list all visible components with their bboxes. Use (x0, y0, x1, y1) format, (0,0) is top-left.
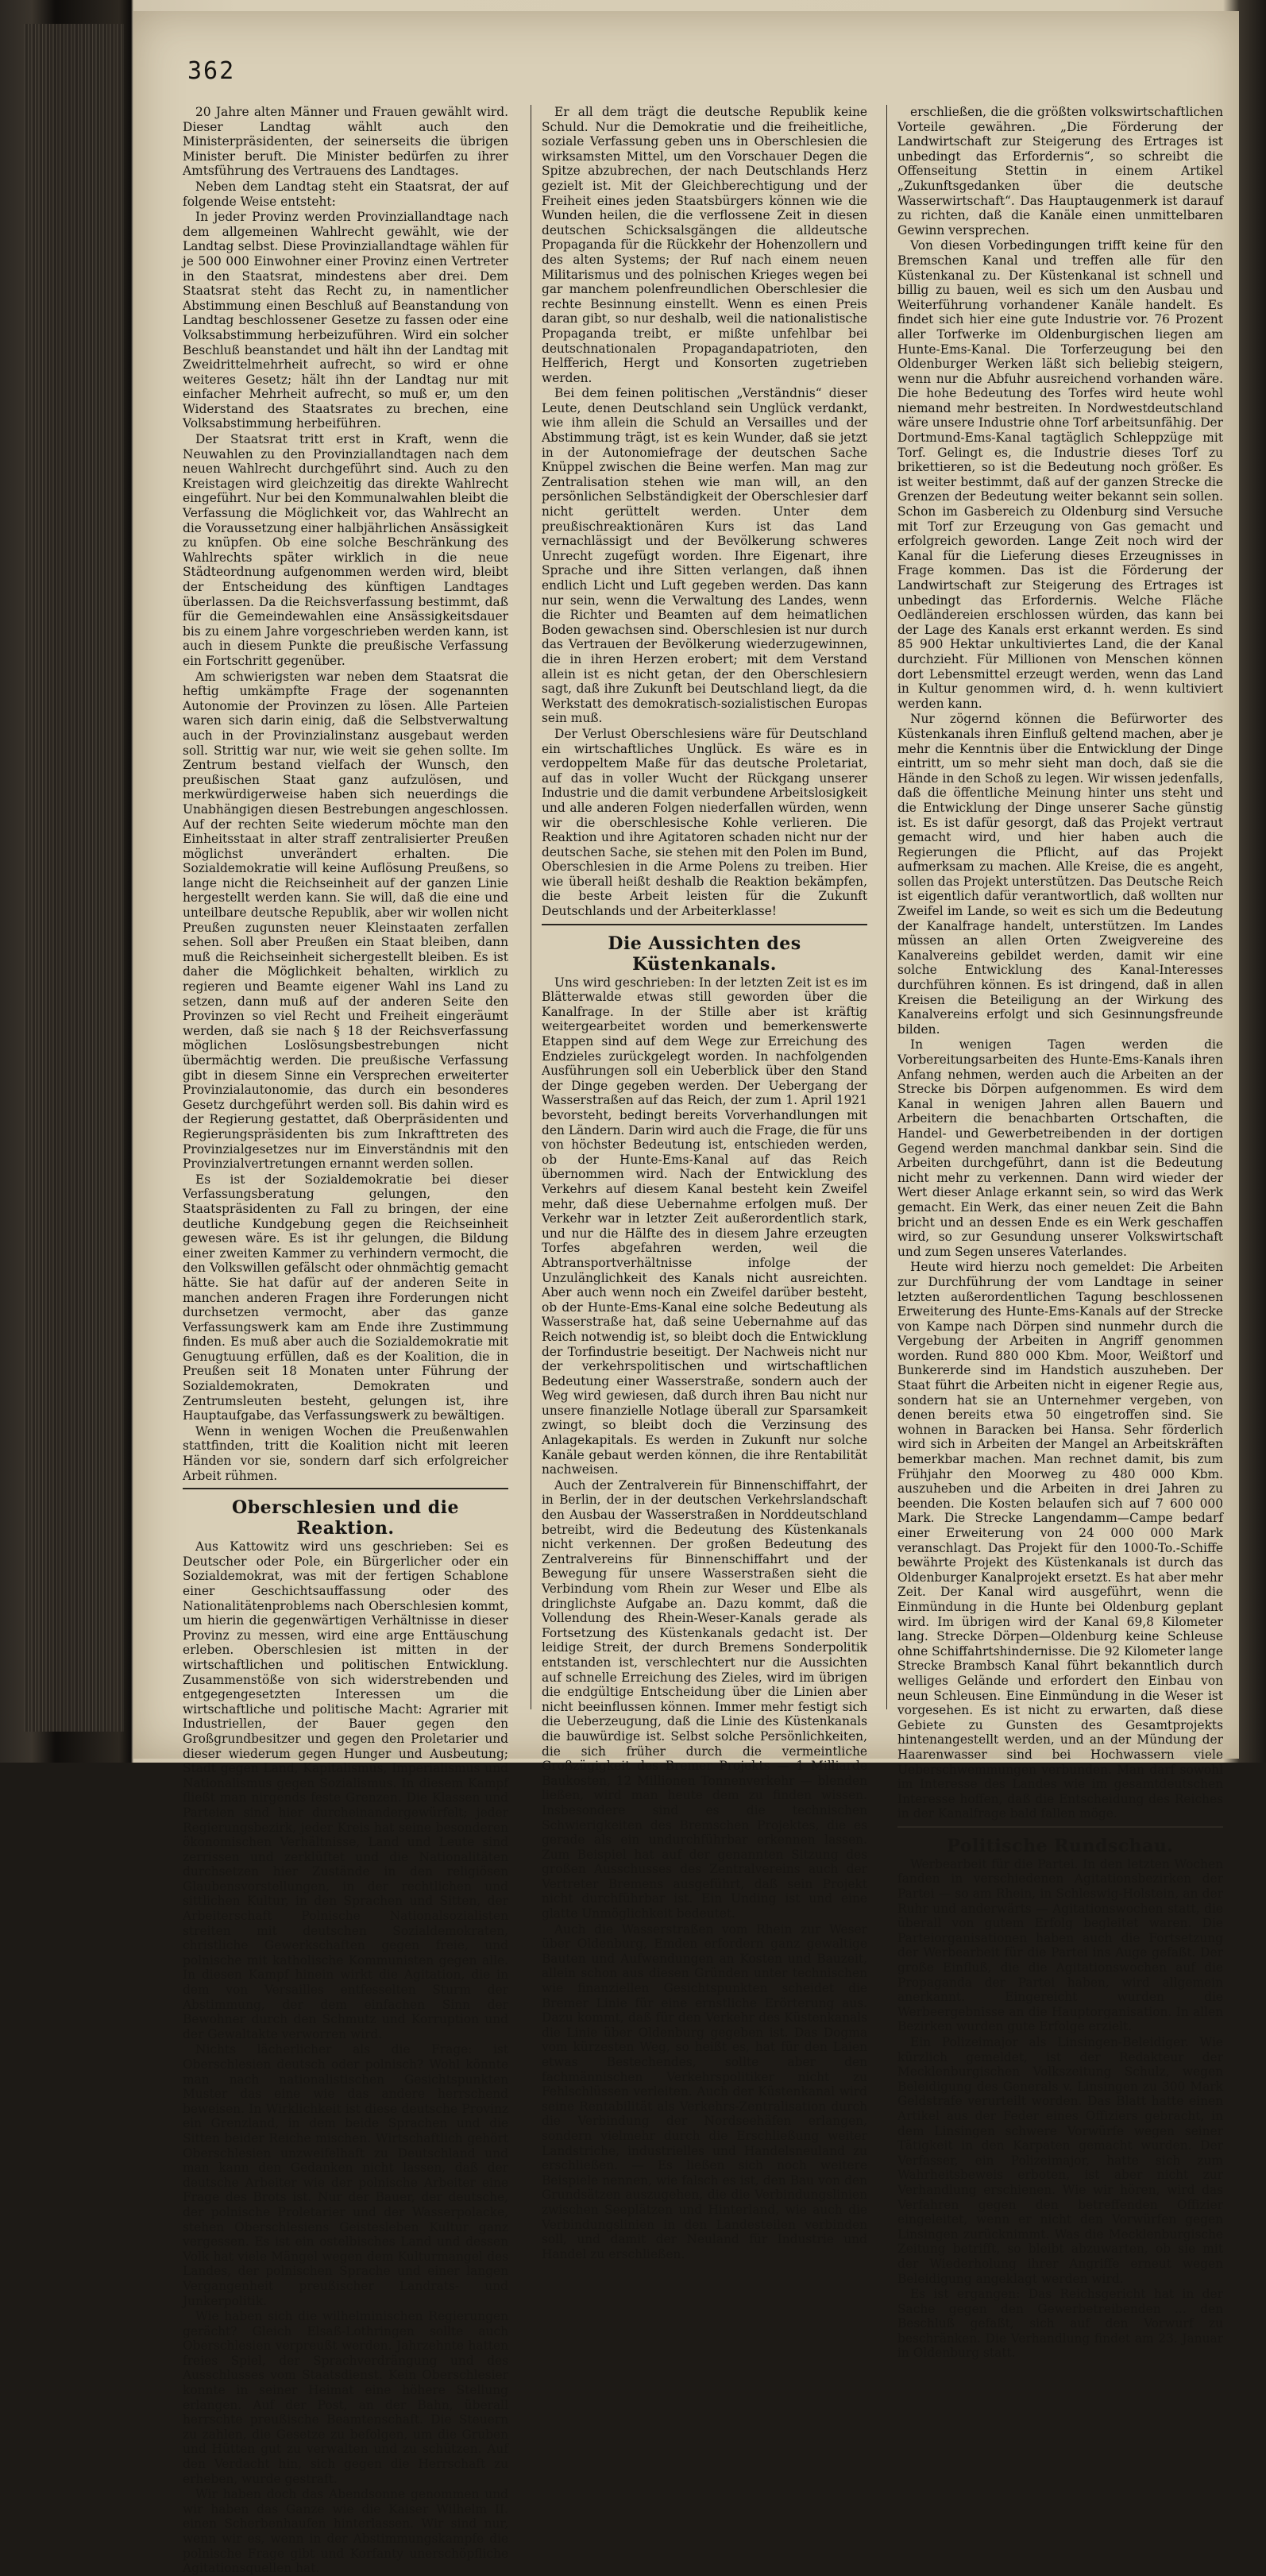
paragraph: Er all dem trägt die deutsche Republik keine Schuld. Nur die Demokratie und die freiheitliche, soziale Verfassung geben uns in Oberschlesien die wirksamsten Mittel, um den Vorschauer Degen die Spitze abzubrechen, der nach Deutschlands Herz gezielt ist. Mit der Gleichberechtigung und der Freiheit eines jeden Staatsbürgers können wie die Wunden heilen, die die verflossene Zeit in diesen deutschen Schicksalsgängen die alldeutsche Propaganda für die Rückkehr der Hohenzollern und des alten Systems; der Ruf nach einem neuen Militarismus und des polnischen Krieges wegen bei gar manchem polenfreundlichen Oberschlesier die rechte Besinnung einstellt. Wenn es einen Preis daran gibt, so nur deshalb, weil die nationalistische Propaganda treibt, er mißte unfehlbar bei deutschnationalen Propagandapatrioten, den Helfferich, Hergt und Konsorten zugetrieben werden. (542, 105, 867, 385)
paragraph: erschließen, die die größten volkswirtschaftlichen Vorteile gewähren. „Die Förderung der Landwirtschaft zur Steigerung des Ertrages ist unbedingt das Erfordernis“, so schreibt die Offenseitung Stettin in einem Artikel „Zukunftsgedanken über die deutsche Wasserwirtschaft“. Das Hauptaugenmerk ist darauf zu richten, daß die Kanäle einen unmittelbaren Gewinn versprechen. (897, 105, 1223, 238)
column-2 (542, 105, 867, 2261)
paragraph: Auch der Zentralverein für Binnenschiffahrt, der in Berlin, der in der deutschen Verkehrslandschaft den Ausbau der Wasserstraßen in Norddeutschland betreibt, wird die Bedeutung des Küstenkanals nicht verkennen. Der großen Bedeutung des Zentralvereins für Binnenschiffahrt und der Bewegung für unsere Wasserstraßen sieht die Verbindung vom Rhein zur Weser und Elbe als dringlichste Aufgabe an. Dazu kommt, daß die Vollendung des Rhein-Weser-Kanals gerade als Fortsetzung des Küstenkanals gedacht ist. Der leidige Streit, der durch Bremens Sonderpolitik entstanden ist, verschlechtert nur die Aussichten auf schnelle Erreichung des Zieles, wird im übrigen die endgültige Entscheidung über die Linien aber nicht beeinflussen können. Immer mehr festigt sich die Ueberzeugung, daß die Linie des Küstenkanals die bauwürdige ist. Selbst solche Persönlichkeiten, die sich früher durch die vermeintliche Großzügigkeit des Bremer Projekts — 1 Milliarde Baukosten, 12 Millionen Tonnenverkehr — blenden ließen, wird man heute dem zu finden wissen. Insbesondere sind es die technischen Schwierigkeiten des Bremschen Projektes, die es gerade als ein undurchführbar erkennen lassen. Zum Beispiel hat auf der genannten Sitzung des großen Ausschusses des Zentralvereins auch der Vertreter Bremens ausgeführt, daß sein Projekt nicht durchführbar ist. Ein Unding ist und eine glatte Unmöglichkeit bedeutet. (542, 1477, 867, 1921)
section-rule (183, 1488, 508, 1489)
section-rule (542, 924, 867, 925)
paragraph: Nur zögernd können die Befürworter des Küstenkanals ihren Einfluß geltend machen, aber je mehr die Kenntnis über die Entwicklung der Dinge eintritt, um so mehr sieht man doch, daß sie die Hände in den Schoß zu legen. Wir wissen jedenfalls, daß die öffentliche Meinung hinter uns steht und die Entwicklung der Dinge unserer Sache günstig ist. Es ist dafür gesorgt, daß das Projekt vertraut gemacht wird, und hier haben auch die Regierungen die Pflicht, auf das Projekt aufmerksam zu machen. Alle Kreise, die es angeht, sollen das Projekt unterstützen. Das Deutsche Reich ist eigentlich dafür verantwortlich, daß wollten nur Zweifel im Lande, so weit es sich um die Bedeutung der Kanalfrage handelt, unterstützen. Im Landes müssen an allen Orten Zweigvereine des Kanalvereins gebildet werden, damit wir eine solche Entwicklung des Kanal-Interesses durchführen können. Es ist dringend, daß in allen Kreisen die Beteiligung an der Wirkung des Kanalvereins erfolgt und sich Gesinnungsfreunde bilden. (897, 712, 1224, 1037)
paragraph: Neben dem Landtag steht ein Staatsrat, der auf folgende Weise entsteht: (183, 179, 508, 209)
paragraph: Ein Polizeimajor als Linsingen-Beleidiger. Wie kürzlich gemeldet, ist der Redakteur der Mecklenburgischen Volkszeitung Schulz, wegen Beleidigung des Generals v. Linsingen zu 300 Mark Geldstrafe verurteilt worden. Das Blatt hatte einen Artikel aus der Feder eines Offiziers gebracht, in dem Linsingen schwere Vorwürfe wegen seiner Tätigkeit in den Karpaten gemacht wurden. Der Verfasser, ein Polizeimajor, hatte sich zum Wahrheitsbeweis erboten, ist aber nicht zur Verhandlung erschienen. Wie wir hören, wird das Verfahren gegen den betreffenden Offizier eingeleitet, wenn er nicht den Vorwürfen gegen Linsingen zurücknimmt. Was die Mecklenburgische Zeitung betrifft, so bleibt abzuwarten, ob sie mit der Wiederholung ihrer Angriffe erneut wegen Beleidigung angeklagt werden wird. (897, 2035, 1223, 2286)
paragraph: Nichts lächerlicher als die Frage: ist Oberschlesien deutsch oder polnisch? Wohl könnte man nach nationalistischen Gesichtspunkten Muster das eine wie das andere herrschend beweisen. In Wirklichkeit ist diese deutsche Provinz ein Grenzland, in dem beide Sprachen und die Sitten beider Reiche mischen. Wirtschaftlich gehört Oberschlesien unzweifelhaft zu Deutschland und man kann den Gedanken nicht lassen, daß der deutsche Arbeiter wie der polnische Arbeiter eine Frage des Brots ist. Nur der Bauer, der deutsche, der polnische Proletarier und der Wasserpolacke, stehen Oberschlesiens Geistesleben Kultur ganz vergessen. Es ist ein ostelbisches Land und dessen Volk hat viele Mängel wegen dem Kulturmangel des Landes, der polnischen Sprache und einer langen Vergangenheit preußischer Landrats- und Junkerpolitik. (183, 2042, 508, 2308)
paragraph: Es ist ergangen: Das Reichsgericht hat in der Sache gegen den Gewerbetreibenden ... den Beschluß gefaßt, sich auf den Vorwurf zu beschränken. Die Verhandlung findet am 23. Januar in Oldenburg statt. (897, 2287, 1223, 2361)
paragraph: Werbearbeit für die Partei. In den letzten Wochen fanden in verschiedenen Agitationsbezirken der Partei — so am Rhein, in Schleswig-Holstein, an der Ruhr und anderwärts — Agitationswochen statt, die überall von gutem Erfolg begleitet waren. Die Parteiorganisationen haben auch die Fortsetzung der Werbearbeit für die Partei ins Auge gefaßt. Der große Einfluß, die die Agitationswochen auf die Propaganda der Partei haben, wird allgemein anerkannt. Eingereicht wurden die Werbeergebnisse an die Hauptorganisation. In allen Bezirken wurden gute Erfolge erzielt. (897, 1856, 1223, 2034)
article-headline: Oberschlesien und die Reaktion. (232, 1497, 459, 1539)
paragraph: Am schwierigsten war neben dem Staatsrat die heftig umkämpfte Frage der sogenannten Autonomie der Provinzen zu lösen. Alle Parteien waren sich darin einig, daß die Selbstverwaltung auch in der Provinzialinstanz ausgebaut werden soll. Strittig war nur, wie weit sie gehen sollte. Im Zentrum bestand vielfach der Wunsch, den preußischen Staat ganz aufzulösen, und merkwürdigerweise haben sich neuerdings die Unabhängigen diesen Bestrebungen angeschlossen. Auf der rechten Seite wiederum möchte man den Einheitsstaat in alter straff zentralisierter Preußen möglichst unverändert erhalten. Die Sozialdemokratie will keine Auflösung Preußens, so lange nicht die Reichseinheit auf der ganzen Linie hergestellt werden kann. Sie will, daß die eine und unteilbare deutsche Republik, aber wir wollen nicht Preußen zugunsten neuer Kleinstaaten zerfallen sehen. Soll aber Preußen ein Staat bleiben, dann muß die Reichseinheit sichergestellt bleiben. Es ist daher die Möglichkeit behalten, wirklich zu regieren und Beamte eigener Wahl ins Land zu setzen, dann muß auf der anderen Seite den Provinzen so viel Recht und Freiheit eingeräumt werden, daß sie nach § 18 der Reichsverfassung möglichen Loslösungsbestrebungen nicht übermächtig werden. Die preußische Verfassung gibt in diesem Sinne ein Versprechen erweiterter Provinzialautonomie, das durch ein besonderes Gesetz durchgeführt werden soll. Bis dahin wird es der Regierung gestattet, daß Oberpräsidenten und Regierungspräsidenten bis zum Inkrafttreten des Provinzialgesetzes nur im Einverständnis mit den Provinzialvertretungen ernannt werden sollen. (183, 669, 508, 1172)
paragraph: Bei dem feinen politischen „Verständnis“ dieser Leute, denen Deutschland sein Unglück verdankt, wie ihm allein die Schuld an Versailles und der Abstimmung trägt, ist es kein Wunder, daß sie jetzt in der Autonomiefrage der deutschen Sache Knüppel zwischen die Beine werfen. Man mag zur Zentralisation stehen wie man will, an den persönlichen Selbständigkeit der Oberschlesier darf nicht gerüttelt werden. Unter dem preußischreaktionären Kurs ist das Land vernachlässigt und der Bevölkerung schweres Unrecht zugefügt worden. Ihre Eigenart, ihre Sprache und ihre Sitten verlangen, daß ihnen endlich Licht und Luft gegeben werden. Das kann nur sein, wenn die Verwaltung des Landes, wenn die Richter und Beamten auf dem heimatlichen Boden gewachsen sind. Oberschlesien ist nur durch das Vertrauen der Bevölkerung wiederzugewinnen, die in ihren Herzen erobert; mit dem Verstand allein ist es nicht getan, der den Oberschlesiern sagt, daß ihre Zukunft bei Deutschland liegt, da die Werkstatt des demokratisch-sozialistischen Europas sein muß. (542, 386, 867, 726)
article-headline: Die Aussichten des Küstenkanals. (608, 933, 801, 975)
paragraph: Auch die Wasserstraßen vom Rhein zur Weser über Oldenburg, Emden erfordern ganz gewaltige Bauten und Aufwendungen an Kosten und Bauzeit, allein schon aus diesen Gründen unter technischen wie finanziellen Gesichtspunkten scheidet die Bremer Linie für eine ernstliche Erörterung aus. Dazu kommt, daß für den Verkehr des Küstenkanals die Linie über Oldenburg gegeben ist. Das Dogma vom kürzesten Weg, so heißt es, hat für den Laien etwas Bestechendes, sollte aber den fachmännischen Verkehrspolitiker nicht zu Fehlschlüssen verleiten. Auch der Küstenkanal wird seine Rentabilität als Verkehrs-Zentralisation durch die Verbindung der Nordseehäfen erlangen, sondern vielmehr durch die Erschließung weiter Landstriche, industrielles und Handelsneuland zu erschließen. — Es ließen sich noch weitere Beispiele nennen, wie falsch es ist, den Bau von den Grundsätzen auszugehen, die die Verbindungslinien zwischen Seeplätzen und Hinterland, wie auch die Verbindungslinien in den Landesteilen verbinden soll, und damit der Neuland für Industrie und Handel zu erschließen. (542, 1921, 867, 2261)
column-divider (886, 105, 887, 1709)
section-rule (897, 1826, 1223, 1828)
paragraph: In jeder Provinz werden Provinziallandtage nach dem allgemeinen Wahlrecht gewählt, wie der Landtag selbst. Diese Provinziallandtage wählen für je 500 000 Einwohner einer Provinz einen Vertreter in den Staatsrat, mindestens aber drei. Dem Staatsrat steht das Recht zu, in namentlicher Abstimmung einen Beschluß auf Beanstandung von Landtag beschlossener Gesetze zu fassen oder eine Volksabstimmung herbeizuführen. Wird ein solcher Beschluß beanstandet und hält ihn der Landtag mit Zweidrittelmehrheit aufrecht, so wird er ohne weiteres Gesetz; hält ihn der Landtag nur mit einfacher Mehrheit aufrecht, so muß er, um den Widerstand des Staatsrates zu brechen, eine Volksabstimmung herbeiführen. (183, 210, 508, 431)
newspaper-page (133, 11, 1239, 2576)
column-1 (183, 105, 508, 2576)
paragraph: Der Verlust Oberschlesiens wäre für Deutschland ein wirtschaftliches Unglück. Es wäre es in verdoppeltem Maße für das deutsche Proletariat, auf das in voller Wucht der Rückgang unserer Industrie und die damit verbundene Arbeitslosigkeit und alle anderen Folgen niederfallen würden, wenn wir die oberschlesische Kohle verlieren. Die Reaktion und ihre Agitatoren schaden nicht nur der deutschen Sache, sie stehen mit den Polen im Bund, Oberschlesien in die Arme Polens zu treiben. Hier wie überall heißt deshalb die Reaktion bekämpfen, die beste Arbeit leisten für die Zukunft Deutschlands und der Arbeiterklasse! (542, 726, 867, 919)
paragraph: Wie haben sich die wilhelminischen Regierungen gerächt? Gleich Elsaß-Lothringen sollte auch Oberschlesien verpreußt werden. Jahrzehnte hatten freies Spiel, der Sprachverdrängung und des Ausschlusses vom Staatsdienst. Kein Oberschlesier konnte in seiner Heimat eine höhere Stellung erlangen. Auf der Post, an der Bahn, überall herrschte preußische Beamtenschaft. Die Steuern zu zahlen, die Gesetze zu befolgen, um die Gruben und Hütten gut zu verwalten und zu schützen. Auf den Verdacht hin, sich gegen die Herrschaft zu erheben, wurde gestraft. (183, 2309, 508, 2486)
paragraph: Heute wird hierzu noch gemeldet: Die Arbeiten zur Durchführung der vom Landtage in seiner letzten außerordentlichen Tagung beschlossenen Erweiterung des Hunte-Ems-Kanals auf der Strecke von Kampe nach Dörpen sind nunmehr durch die Vergebung der Arbeiten in Angriff genommen worden. Rund 880 000 Kbm. Moor, Weißtorf und Bunkererde sind im Handstich auszuheben. Der Staat führt die Arbeiten nicht in eigener Regie aus, sondern hat sie an Unternehmer vergeben, von denen bereits etwa 50 eingetroffen sind. Sie wohnen in Baracken bei Hansa. Sehr förderlich wird sich in Arbeiten der Mangel an Arbeitskräften bemerkbar machen. Man rechnet damit, bis zum Frühjahr den Moorweg zu 480 000 Kbm. auszuheben und die Arbeiten in drei Jahren zu beenden. Die Kosten belaufen sich auf 7 600 000 Mark. Die Strecke Langendamm—Campe bedarf einer Erweiterung von 24 000 000 Mark veranschlagt. Das Projekt für den 1000-To.-Schiffe bewährte Projekt des Küstenkanals ist durch das Oldenburger Kanalprojekt ersetzt. Es hat aber mehr Zeit. Der Kanal wird ausgeführt, wenn die Einmündung in die Hunte bei Oldenburg geplant wird. Im übrigen wird der Kanal 69,8 Kilometer lang. Strecke Dörpen—Oldenburg keine Schleuse ohne Schiffahrtshindernisse. Die 92 Kilometer lange Strecke Brambsch Kanal führt bekanntlich durch welliges Gelände und erfordert den Einbau von neun Schleusen. Eine Einmündung in die Weser ist vorgesehen. Es ist nicht zu erwarten, daß diese Gebiete zu Gunsten des Gesamtprojekts hintenangestellt werden, und an der Mündung der Haarenwasser sind bei Hochwassern viele Ueberschwemmungen verbunden. Man darf sowohl im Interesse des Landes wie im gesamtdeutschen Interesse hoffen, daß die Entscheidung des Reiches in der Kanalfrage bald fallen möge. (897, 1260, 1223, 1821)
article-headline: Politische Rundschau. (947, 1835, 1174, 1856)
paragraph: Uns wird geschrieben: In der letzten Zeit ist es im Blätterwalde etwas still geworden über die Kanalfrage. In der Stille aber ist kräftig weitergearbeitet worden und bemerkenswerte Etappen sind auf dem Wege zur Erreichung des Endzieles zurückgelegt worden. In nachfolgenden Ausführungen soll ein Ueberblick über den Stand der Dinge gegeben werden. Der Uebergang der Wasserstraßen auf das Reich, der zum 1. April 1921 bevorsteht, bedingt bereits Vorverhandlungen mit den Ländern. Darin wird auch die Frage, die für uns von höchster Bedeutung ist, entschieden werden, ob der Hunte-Ems-Kanal auf das Reich übernommen wird. Nach der Entwicklung des Verkehrs auf diesem Kanal besteht kein Zweifel mehr, daß diese Uebernahme erfolgen muß. Der Verkehr war in letzter Zeit außerordentlich stark, und nur die Hälfte des in diesem Jahre erzeugten Torfes abgefahren werden, weil die Abtransportverhältnisse infolge der Unzulänglichkeit des Kanals nicht ausreichten. Aber auch wenn noch ein Zweifel darüber besteht, ob der Hunte-Ems-Kanal eine solche Bedeutung als Wasserstraße hat, daß seine Uebernahme auf das Reich notwendig ist, so bleibt doch die Entwicklung der Torfindustrie beseitigt. Der Nachweis nicht nur der verkehrspolitischen und wirtschaftlichen Bedeutung einer Wasserstraße, sondern auch der Weg wird gewiesen, daß durch ihren Bau nicht nur unsere finanzielle Notlage überall zur Sparsamkeit zwingt, so bleibt doch die Verzinsung des Anlagekapitals. Es werden in Zukunft nur solche Kanäle gebaut werden können, die ihre Rentabilität nachweisen. (542, 975, 867, 1477)
page-number: 362 (187, 57, 236, 85)
column-3 (897, 105, 1224, 2361)
paragraph: Wir haben doch das Abendsonne genommen und wir haben das Ganze wie die Kaiser Wilhelm II. einen Scherbenhaufen hinterlassen. Wir sind nur, wenn wir es, wenn in der Abstimmungskampfe die polnische Frage gibt und Korfanty unerschöpfliche Agitationsquellen hat. (183, 2487, 508, 2576)
paragraph: Es ist der Sozialdemokratie bei dieser Verfassungsberatung gelungen, den Staatspräsidenten zu Fall zu bringen, der eine deutliche Kundgebung gegen die Reichseinheit gewesen wäre. Es ist ihr gelungen, die Bildung einer zweiten Kammer zu verhindern vermocht, die den Volkswillen gefälscht oder ohnmächtig gemacht hätte. Sie hat dafür auf der anderen Seite in manchen anderen Fragen ihre Forderungen nicht durchsetzen vermocht, aber das ganze Verfassungswerk kam am Ende ihre Zustimmung finden. Es muß aber auch die Sozialdemokratie mit Genugtuung erfüllen, daß es der Koalition, die in Preußen seit 18 Monaten unter Führung der Sozialdemokraten, Demokraten und Zentrumsleuten besteht, gelungen ist, ihre Hauptaufgabe, das Verfassungswerk zu bewältigen. (183, 1172, 508, 1423)
paragraph: Der Staatsrat tritt erst in Kraft, wenn die Neuwahlen zu den Provinziallandtagen nach dem neuen Wahlrecht durchgeführt sind. Auch zu den Kreistagen wird gleichzeitig das direkte Wahlrecht eingeführt. Nur bei den Kommunalwahlen bleibt die Verfassung die Möglichkeit vor, das Wahlrecht an die Voraussetzung einer halbjährlichen Ansässigkeit zu knüpfen. Ob eine solche Beschränkung des Wahlrechts später wirklich in die neue Städteordnung aufgenommen werden wird, bleibt der Entscheidung des künftigen Landtages überlassen. Da die Reichsverfassung bestimmt, daß für die Gemeindewahlen eine Ansässigkeitsdauer bis zu einem Jahre vorgeschrieben werden kann, ist auch in diesem Punkte die preußische Verfassung ein Fortschritt gegenüber. (183, 432, 508, 668)
paragraph: Wenn in wenigen Wochen die Preußenwahlen stattfinden, tritt die Koalition nicht mit leeren Händen vor sie, sondern darf sich erfolgreicher Arbeit rühmen. (183, 1423, 508, 1483)
paragraph: 20 Jahre alten Männer und Frauen gewählt wird. Dieser Landtag wählt auch den Ministerpräsidenten, der seinerseits die übrigen Minister beruft. Die Minister bedürfen zu ihrer Amtsführung des Vertrauens des Landtages. (183, 105, 508, 179)
paragraph: Aus Kattowitz wird uns geschrieben: Sei es Deutscher oder Pole, ein Bürgerlicher oder ein Sozialdemokrat, was mit der fertigen Schablone einer Geschichtsauffassung oder des Nationalitätenproblems nach Oberschlesien kommt, um hierin die gegenwärtigen Verhältnisse in dieser Provinz zu messen, wird eine arge Enttäuschung erleben. Oberschlesien ist mitten in der wirtschaftlichen und politischen Entwicklung. Zusammenstöße von sich widerstrebenden und entgegengesetzten Interessen um die wirtschaftliche und politische Macht: Agrarier mit Industriellen, der Bauer gegen den Großgrundbesitzer und gegen den Proletarier und dieser wiederum gegen Hunger und Ausbeutung; Stadt gegen Land, Kapitalismus, Imperialismus und Nationalismus gegen Sozialismus. In diesem Kampf fließt man nirgends feste Grenzen. Die Klassen und Parteien sind hier durcheinandergewürfelt; jeder Regierungsbezirk, jeder Kreis hat seine besonderen ökonomischen Verhältnisse, Land und Leute sind zerrissen und zerklüftet und die Nationalitäten durchsetzen hier Zustände in den religiösen Glaubensvorstellungen, in der rechtlichen und sittlichen Kultur, in den Sprachen und Sitten, der Arbeiterschaft Polnische Nationalsozialisten streiten mit deutschen Sozialdemokraten, christliche Gewerkschaften gegen freie, und polnische mit katholische Kommunisten gegen alle. In diesen Kampf hinein wirkt die Agitation, die in dem von Versailles entfesselten Sturm der Abstimmung, der dem einfachen Sinn der Bewohner durch den Schmutz und Korruption und der Gewaltakte verworren wird. (183, 1539, 508, 2041)
paragraph: Von diesen Vorbedingungen trifft keine für den Bremschen Kanal und treffen alle für den Küstenkanal zu. Der Küstenkanal ist schnell und billig zu bauen, weil es sich um den Ausbau und Weiterführung vorhandener Kanäle handelt. Es findet sich hier eine gute Industrie vor. 76 Prozent aller Torfwerke im Oldenburgischen liegen am Hunte-Ems-Kanal. Die Torferzeugung bei den Oldenburger Werken läßt sich beliebig steigern, wenn nur die Abfuhr ausreichend vorhanden wäre. Die hohe Bedeutung des Torfes wird heute wohl niemand mehr bestreiten. In Nordwestdeutschland wäre unsere Industrie ohne Torf arbeitsunfähig. Der Dortmund-Ems-Kanal tagtäglich Schleppzüge mit Torf. Gelingt es, die Industrie dieses Torf zu brikettieren, so ist die Bedeutung noch größer. Es ist weiter bestimmt, daß auf der ganzen Strecke die Grenzen der Bedeutung weiter bekannt sein sollen. Schon im Gasbereich zu Oldenburg sind Versuche mit Torf zur Erzeugung von Gas gemacht und erfolgreich geworden. Lange Zeit noch wird der Kanal für die Lieferung dieses Erzeugnisses in Frage kommen. Das ist die Förderung der Landwirtschaft zur Steigerung des Ertrages ist unbedingt das Erfordernis. Welche Fläche Oedländereien erschlossen würden, das kann bei der Lage des Kanals erst erkannt werden. Es sind 85 900 Hektar unkultiviertes Land, die der Kanal durchzieht. Für Millionen von Menschen können dort Lebensmittel erzeugt werden, wenn das Land in Kultur genommen wird, d. h. wenn kultiviert werden kann. (897, 238, 1223, 711)
paragraph: In wenigen Tagen werden die Vorbereitungsarbeiten des Hunte-Ems-Kanals ihren Anfang nehmen, werden auch die Arbeiten an der Strecke bis Dörpen aufgenommen. Es wird dem Kanal in wenigen Jahren allen Bauern und Arbeitern die benachbarten Ortschaften, die Handel- und Gewerbetreibenden in der dortigen Gegend werden manchmal dankbar sein. Sind die Arbeiten durchgeführt, dann ist die Bedeutung nicht mehr zu verkennen. Dann wird wieder der Wert dieser Anlage erkannt sein, so wird das Werk gemacht. Ein Werk, das einer neuen Zeit die Bahn bricht und an dessen Ende es ein Werk geschaffen wird, so zur Gesundung unserer Volkswirtschaft und zum Segen unseres Vaterlandes. (897, 1037, 1223, 1259)
book-spine (24, 24, 124, 1732)
